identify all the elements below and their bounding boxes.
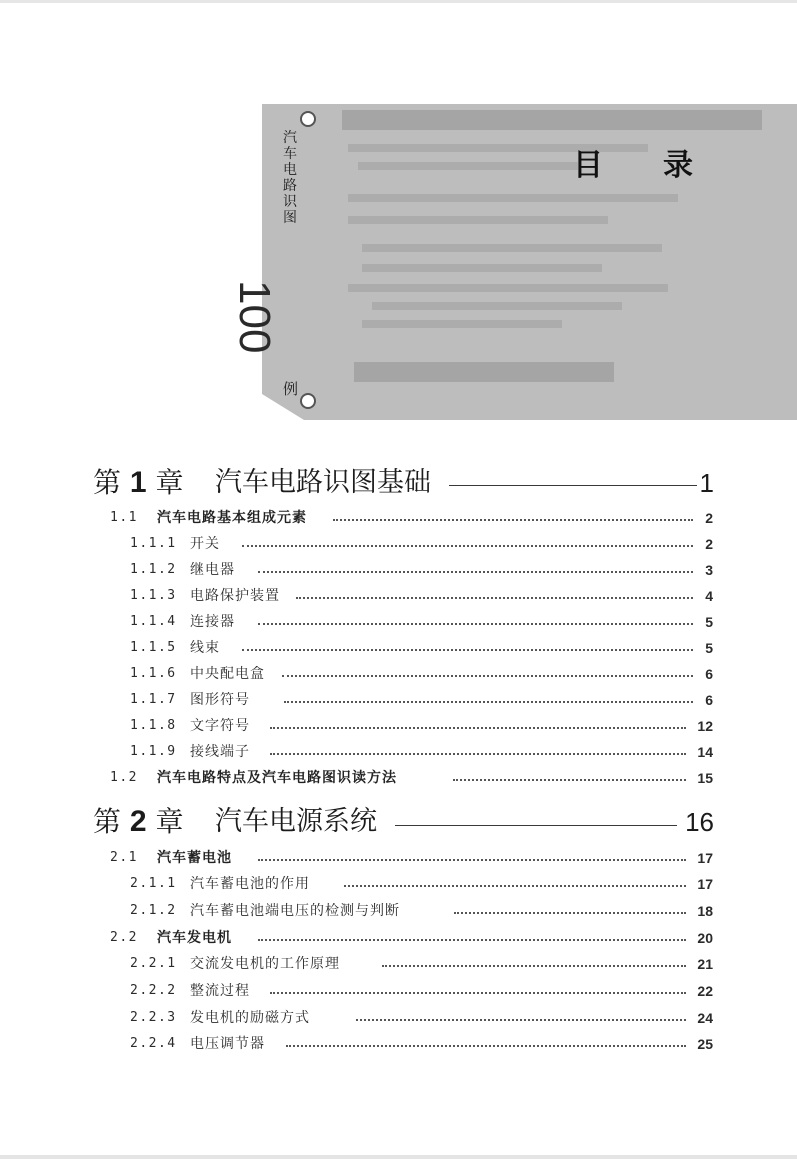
entry-title: 汽车发电机	[157, 930, 232, 946]
entry-title: 汽车蓄电池端电压的检测与判断	[190, 903, 400, 919]
entry-title: 文字符号	[190, 718, 250, 734]
page-top-edge	[0, 0, 797, 3]
banner-texture	[348, 194, 678, 202]
entry-title: 开关	[190, 536, 220, 552]
toc-entry[interactable]	[0, 586, 797, 606]
entry-page: 22	[697, 983, 713, 999]
entry-number: 2.2.2	[130, 983, 177, 998]
entry-title: 电路保护装置	[190, 588, 280, 604]
binder-ring-icon	[300, 393, 316, 409]
leader-dots	[284, 701, 693, 703]
entry-page: 17	[697, 876, 713, 892]
leader-dots	[258, 859, 686, 861]
leader-dots	[270, 753, 686, 755]
toc-entry[interactable]	[0, 981, 797, 1001]
chapter-title: 汽车电路识图基础	[215, 467, 431, 498]
entry-number: 1.1.4	[130, 614, 177, 629]
banner-texture	[362, 244, 662, 252]
leader-line	[449, 485, 697, 486]
banner-texture	[358, 162, 578, 170]
series-number-graphic	[230, 232, 324, 372]
entry-number: 2.1	[110, 850, 138, 865]
entry-page: 3	[705, 562, 713, 578]
toc-entry[interactable]	[0, 768, 797, 788]
entry-page: 12	[697, 718, 713, 734]
entry-number: 1.1.2	[130, 562, 177, 577]
entry-number: 1.1.3	[130, 588, 177, 603]
leader-dots	[270, 992, 686, 994]
chapter-page: 16	[685, 807, 714, 837]
entry-page: 5	[705, 614, 713, 630]
series-name: 汽车电路识图	[283, 130, 297, 226]
toc-entry[interactable]	[0, 1034, 797, 1054]
leader-line	[395, 825, 677, 826]
toc-entry[interactable]	[0, 742, 797, 762]
entry-title: 整流过程	[190, 983, 250, 999]
entry-title: 交流发电机的工作原理	[190, 956, 340, 972]
banner-texture	[348, 284, 668, 292]
banner-texture	[372, 302, 622, 310]
toc-entry[interactable]	[0, 1008, 797, 1028]
entry-page: 18	[697, 903, 713, 919]
entry-number: 2.2.1	[130, 956, 177, 971]
entry-title: 电压调节器	[190, 1036, 265, 1052]
leader-dots	[270, 727, 686, 729]
leader-dots	[286, 1045, 686, 1047]
toc-entry[interactable]	[0, 848, 797, 868]
contents-title: 目录	[573, 148, 753, 183]
toc-entry[interactable]	[0, 638, 797, 658]
entry-title: 中央配电盒	[190, 666, 265, 682]
toc-entry[interactable]	[0, 690, 797, 710]
toc-entry[interactable]	[0, 874, 797, 894]
entry-number: 1.1.8	[130, 718, 177, 733]
toc-entry[interactable]	[0, 954, 797, 974]
leader-dots	[382, 965, 686, 967]
banner-texture	[362, 264, 602, 272]
leader-dots	[242, 545, 693, 547]
binder-ring-icon	[300, 111, 316, 127]
leader-dots	[296, 597, 693, 599]
banner-texture	[362, 320, 562, 328]
series-suffix: 例	[283, 380, 299, 398]
entry-number: 2.2.4	[130, 1036, 177, 1051]
entry-number: 2.2.3	[130, 1010, 177, 1025]
leader-dots	[454, 912, 686, 914]
entry-number: 1.1	[110, 510, 138, 525]
entry-title: 汽车蓄电池	[157, 850, 232, 866]
entry-number: 1.1.5	[130, 640, 177, 655]
entry-page: 17	[697, 850, 713, 866]
entry-page: 6	[705, 692, 713, 708]
entry-number: 2.1.1	[130, 876, 177, 891]
entry-page: 14	[697, 744, 713, 760]
entry-title: 继电器	[190, 562, 235, 578]
chapter-heading[interactable]	[93, 463, 718, 503]
chapter-heading[interactable]	[93, 802, 718, 842]
leader-dots	[258, 571, 693, 573]
entry-title: 汽车电路特点及汽车电路图识读方法	[157, 770, 397, 786]
toc-entry[interactable]	[0, 716, 797, 736]
entry-number: 1.2	[110, 770, 138, 785]
entry-page: 15	[697, 770, 713, 786]
entry-number: 2.1.2	[130, 903, 177, 918]
banner-texture	[342, 110, 762, 130]
entry-number: 1.1.6	[130, 666, 177, 681]
leader-dots	[242, 649, 693, 651]
entry-number: 2.2	[110, 930, 138, 945]
entry-page: 2	[705, 510, 713, 526]
chapter-title: 汽车电源系统	[215, 806, 377, 837]
leader-dots	[282, 675, 693, 677]
leader-dots	[344, 885, 686, 887]
chapter-label: 第 2 章	[93, 805, 184, 838]
leader-dots	[333, 519, 693, 521]
chapter-label: 第 1 章	[93, 466, 184, 499]
entry-number: 1.1.9	[130, 744, 177, 759]
entry-title: 汽车蓄电池的作用	[190, 876, 310, 892]
entry-page: 4	[705, 588, 713, 604]
entry-page: 25	[697, 1036, 713, 1052]
toc-entry[interactable]	[0, 901, 797, 921]
chapter-page: 1	[699, 468, 714, 498]
entry-title: 汽车电路基本组成元素	[157, 510, 307, 526]
toc-entry[interactable]	[0, 508, 797, 528]
entry-page: 2	[705, 536, 713, 552]
banner-texture	[354, 362, 614, 382]
entry-page: 21	[697, 956, 713, 972]
entry-title: 发电机的励磁方式	[190, 1010, 310, 1026]
toc-entry[interactable]	[0, 928, 797, 948]
toc-entry[interactable]	[0, 534, 797, 554]
series-number: 100	[230, 280, 279, 354]
toc-entry[interactable]	[0, 664, 797, 684]
entry-page: 6	[705, 666, 713, 682]
entry-number: 1.1.1	[130, 536, 177, 551]
leader-dots	[258, 939, 686, 941]
leader-dots	[356, 1019, 686, 1021]
entry-title: 线束	[190, 640, 220, 656]
toc-entry[interactable]	[0, 560, 797, 580]
leader-dots	[453, 779, 686, 781]
banner-texture	[348, 216, 608, 224]
page-bottom-edge	[0, 1155, 797, 1159]
entry-title: 连接器	[190, 614, 235, 630]
entry-title: 接线端子	[190, 744, 250, 760]
entry-number: 1.1.7	[130, 692, 177, 707]
toc-entry[interactable]	[0, 612, 797, 632]
entry-page: 24	[697, 1010, 713, 1026]
entry-page: 20	[697, 930, 713, 946]
entry-page: 5	[705, 640, 713, 656]
leader-dots	[258, 623, 693, 625]
entry-title: 图形符号	[190, 692, 250, 708]
